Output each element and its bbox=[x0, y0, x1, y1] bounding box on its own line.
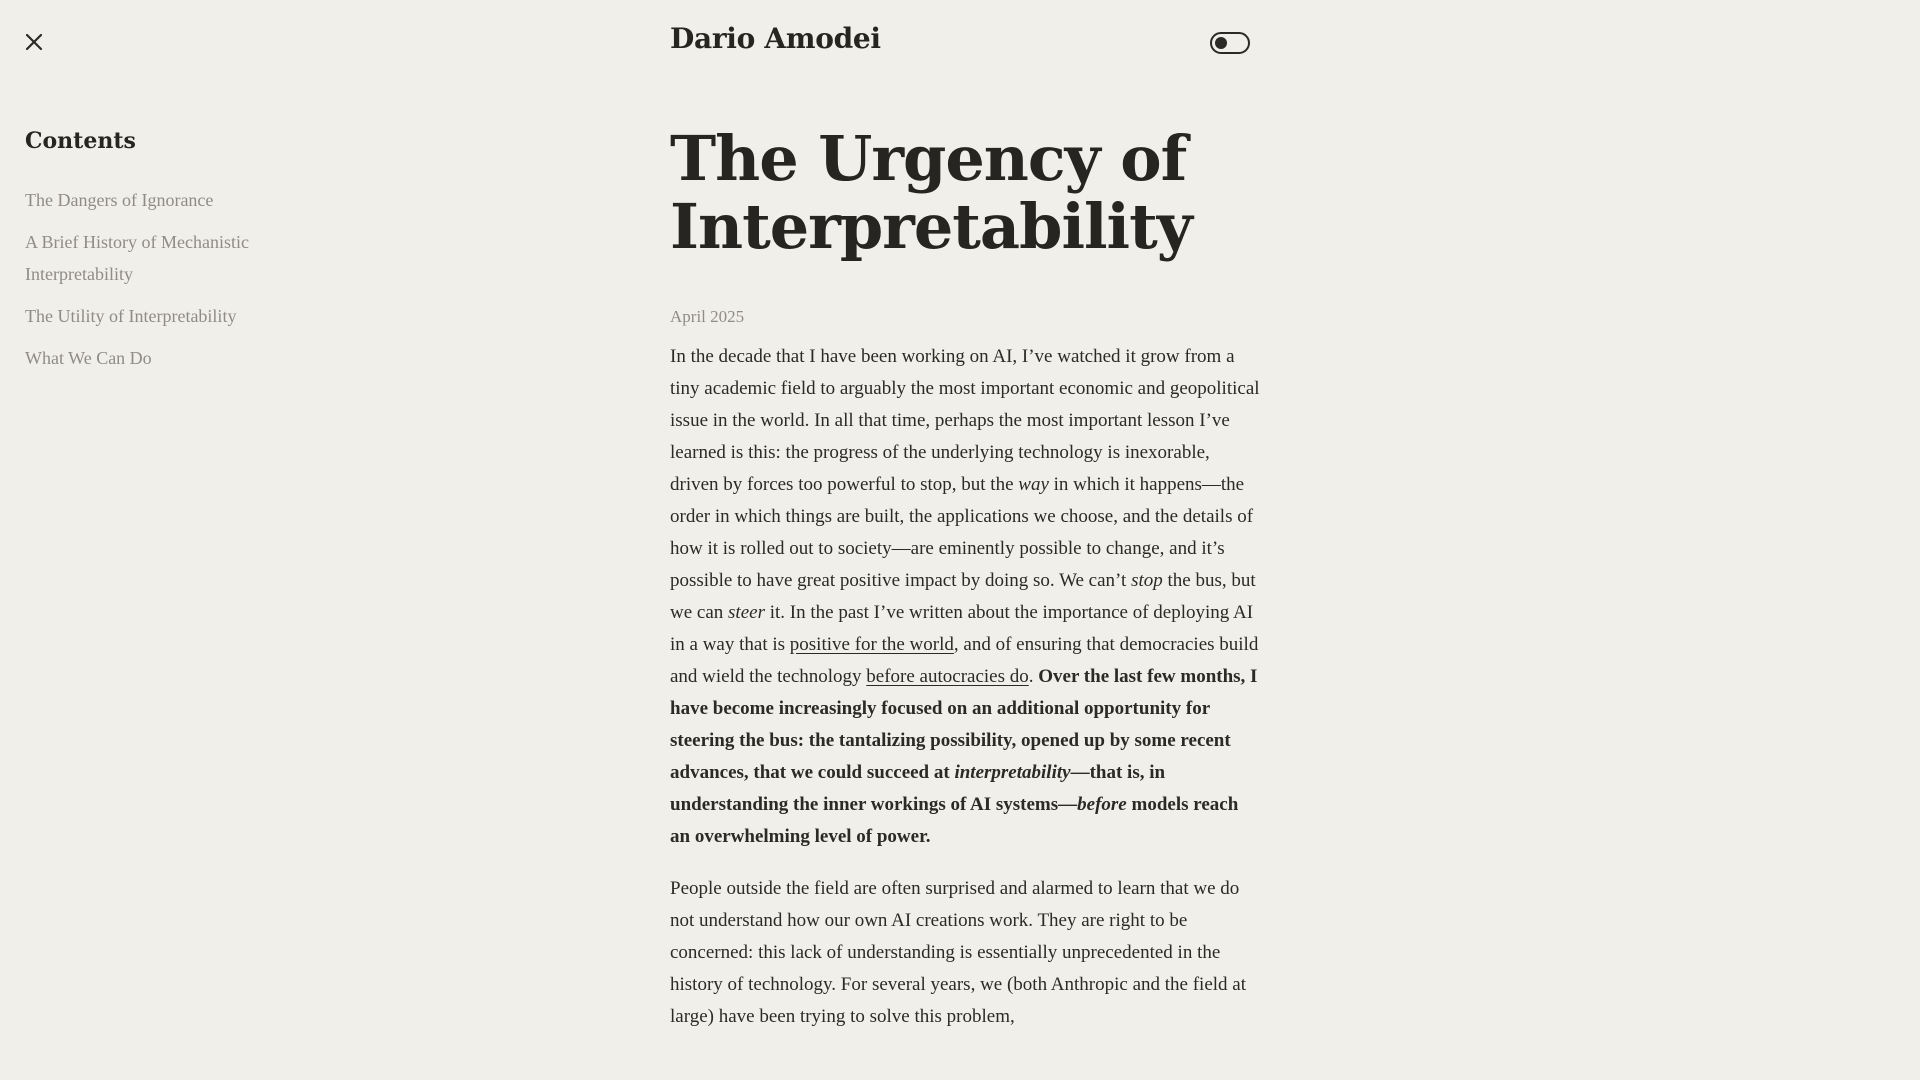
article-date: April 2025 bbox=[670, 307, 745, 326]
toc-link-utility[interactable]: The Utility of Interpretability bbox=[25, 306, 237, 326]
article-title: The Urgency of Interpretability bbox=[670, 122, 1192, 263]
paragraph-intro bbox=[670, 341, 1260, 853]
table-of-contents bbox=[25, 128, 325, 384]
text-run: —that is, in understanding the inner workings of AI systems— bbox=[670, 762, 1166, 815]
emphasis-interpretability: interpretability bbox=[954, 762, 1071, 783]
toc-link-brief-history[interactable]: A Brief History of Mechanistic Interpretability bbox=[25, 232, 249, 284]
site-title[interactable]: Dario Amodei bbox=[670, 22, 881, 55]
paragraph-second: People outside the field are often surprised and alarmed to learn that we do not understand how our own AI creations work. They are right to be concerned: this lack of understanding is essentially unprecedented in the history of technology. For several years, we (both Anthropic and the field at large) have been trying to solve this problem, bbox=[670, 878, 1247, 1027]
link-positive-for-the-world[interactable]: positive for the world bbox=[789, 634, 954, 655]
text-run: , and of ensuring that democracies build and wield the technology bbox=[670, 634, 1259, 687]
toc-item bbox=[25, 342, 325, 374]
toc-heading: Contents bbox=[25, 128, 136, 154]
emphasis-stop: stop bbox=[1131, 570, 1163, 591]
link-before-autocracies-do[interactable]: before autocracies do bbox=[866, 666, 1029, 687]
article bbox=[670, 122, 1260, 1053]
text-run: Over the last few months, I have become increasingly focused on an additional opportunity for steering the bus: the tantalizing possibility, opened up by some recent advances, that we could succeed at bbox=[670, 666, 1258, 783]
toc-item bbox=[25, 300, 325, 332]
dark-mode-toggle[interactable] bbox=[1210, 32, 1250, 54]
toggle-knob bbox=[1215, 37, 1227, 49]
toc-link-dangers-of-ignorance[interactable]: The Dangers of Ignorance bbox=[25, 190, 214, 210]
text-run: . bbox=[1028, 666, 1039, 687]
text-run: in which it happens—the order in which things are built, the applications we choose, and the details of how it is rolled out to society—are eminently possible to change, and it’s possible to have great positive impact by doing so. We can’t bbox=[670, 474, 1254, 591]
toc-item bbox=[25, 184, 325, 216]
text-run: In the decade that I have been working on AI, I’ve watched it grow from a tiny academic field to arguably the most important economic and geopolitical issue in the world. In all that time, perhaps the most important lesson I’ve learned is this: the progress of the underlying technology is inexorable, driven by forces too powerful to stop, but the bbox=[670, 346, 1260, 495]
close-icon bbox=[22, 30, 46, 54]
toc-item bbox=[25, 226, 325, 290]
text-run: the bus, but we can bbox=[670, 570, 1256, 623]
toc-list bbox=[25, 184, 325, 374]
emphasis-before: before bbox=[1077, 794, 1127, 815]
text-run: it. In the past I’ve written about the importance of deploying AI in a way that is bbox=[670, 602, 1254, 655]
close-button[interactable] bbox=[22, 30, 46, 54]
toc-link-what-we-can-do[interactable]: What We Can Do bbox=[25, 348, 152, 368]
emphasis-steer: steer bbox=[728, 602, 765, 623]
text-run: models reach an overwhelming level of power. bbox=[670, 794, 1239, 847]
bold-statement bbox=[670, 666, 1257, 847]
emphasis-way: way bbox=[1018, 474, 1049, 495]
